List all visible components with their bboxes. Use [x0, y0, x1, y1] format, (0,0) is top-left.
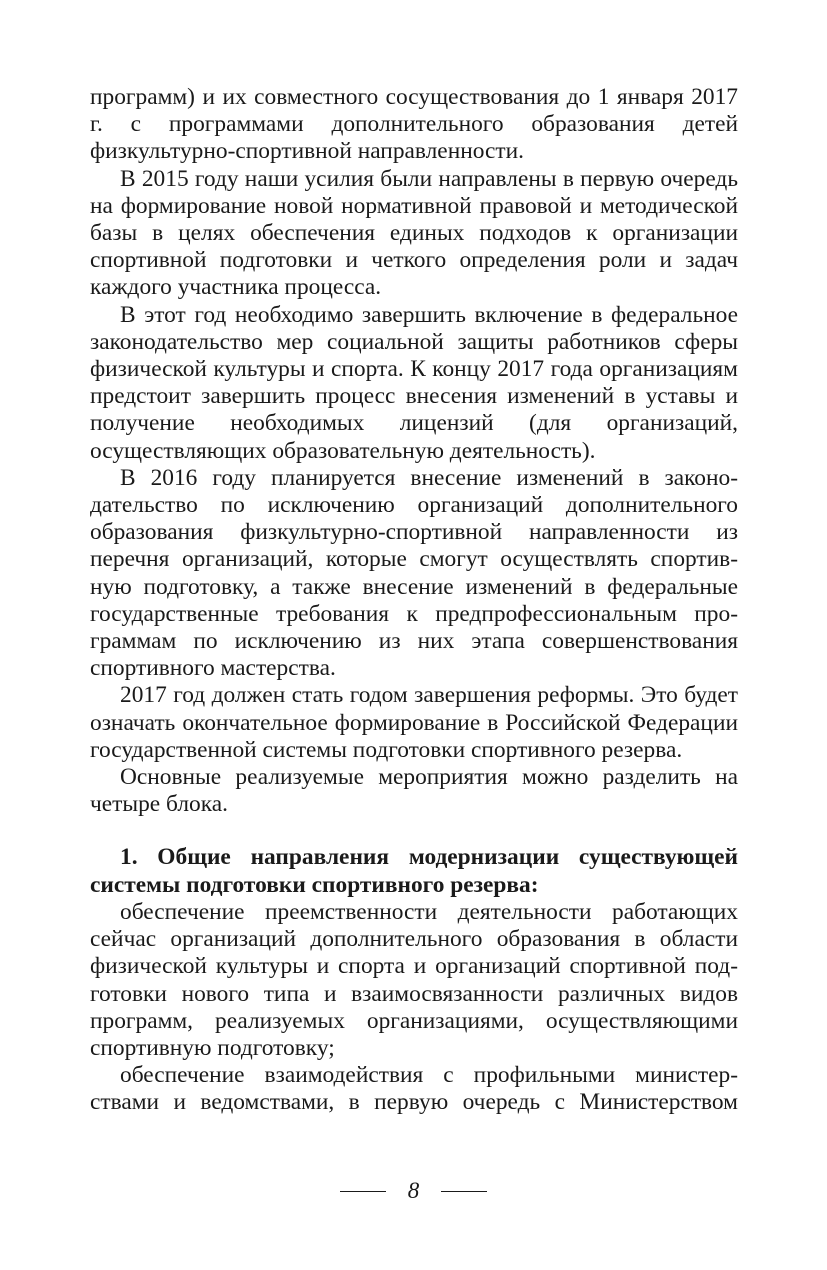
paragraph-4: В 2016 году планируется внесение изменений в законодательство по исключению организаций дополнительного образования физкультурно-спортивной направленности из перечня организаций, которые смогут осуществлять спортивную подготовку, а также внесение изменений в федеральные государственные требования к предпрофессиональным программам по исключению из них этапа совершенствования спортивного мастерства.	[90, 464, 738, 682]
section-spacer	[90, 818, 738, 844]
paragraph-5: 2017 год должен стать годом завершения реформы. Это будет означать окончательное формирование в Российской Федерации государственной системы подготовки спортивного резерва.	[90, 682, 738, 763]
section-paragraph-2: обеспечение взаимодействия с профильными министерствами и ведомствами, в первую очередь с Министерством	[90, 1062, 738, 1116]
body-text	[90, 84, 738, 1117]
paragraph-6: Основные реализуемые мероприятия можно разделить на четыре блока.	[90, 764, 738, 818]
paragraph-1: программ) и их совместного сосуществования до 1 января 2017 г. с программами дополнительного образования детей физкультурно-спортивной направленности.	[90, 84, 738, 165]
paragraph-2: В 2015 году наши усилия были направлены в первую очередь на формирование новой нормативной правовой и методической базы в целях обеспечения единых подходов к организации спортивной подготовки и четкого определения роли и задач каждого участника процесса.	[90, 165, 738, 301]
section-heading: 1. Общие направления модернизации существующей системы подготовки спортивного резерва:	[90, 844, 738, 898]
footer-rule-left	[340, 1191, 386, 1192]
paragraph-3: В этот год необходимо завершить включение в федеральное законодательство мер социальной защиты работников сферы физической культуры и спорта. К концу 2017 года организациям предстоит завершить процесс внесения изменений в уставы и получение необходимых лицензий (для организаций, осуществляющих образовательную деятельность).	[90, 301, 738, 464]
page-number: 8	[407, 1178, 420, 1203]
footer-rule-right	[441, 1191, 487, 1192]
page-footer	[0, 1176, 827, 1206]
section-paragraph-1: обеспечение преемственности деятельности работающих сейчас организаций дополнительного образования в области физической культуры и спорта и организаций спортивной подготовки нового типа и взаимосвязанности различных видов программ, реализуемых организациями, осуществляющими спортивную подготовку;	[90, 898, 738, 1061]
